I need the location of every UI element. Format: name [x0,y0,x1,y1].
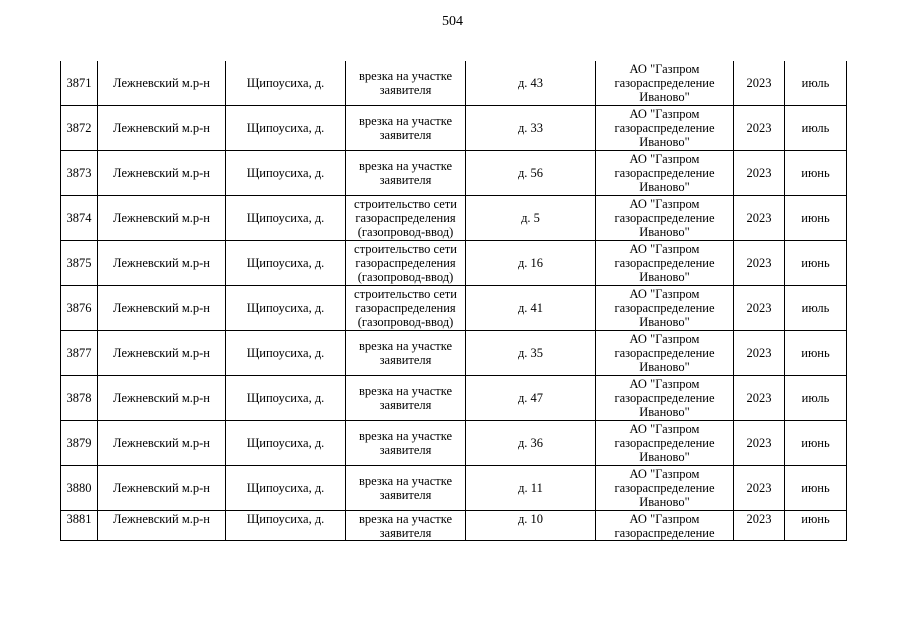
work-type-cell-text: врезка на участке заявителя [358,159,453,187]
organization-cell-text: АО "Газпром газораспределение Иваново" [614,152,715,194]
year-cell [734,151,785,196]
work-type-cell-text: строительство сети газораспределения (газопровод-ввод) [354,242,457,284]
month-cell [785,376,847,421]
month-cell-text: июнь [801,512,830,526]
work-type-cell [346,466,466,511]
year-cell [734,286,785,331]
row-number-cell-text: 3878 [66,391,92,405]
organization-cell-text: АО "Газпром газораспределение Иваново" [614,242,715,284]
work-type-cell [346,331,466,376]
year-cell [734,106,785,151]
organization-cell [596,376,734,421]
locality-cell [226,61,346,106]
work-type-cell-text: врезка на участке заявителя [358,474,453,502]
row-number-cell [61,61,98,106]
organization-cell [596,151,734,196]
work-type-cell-text: строительство сети газораспределения (газопровод-ввод) [354,197,457,239]
organization-cell-text: АО "Газпром газораспределение Иваново" [614,377,715,419]
organization-cell [596,331,734,376]
address-cell [466,196,596,241]
locality-cell [226,196,346,241]
row-number-cell [61,196,98,241]
address-cell [466,286,596,331]
year-cell-text: 2023 [746,512,772,526]
row-number-cell-text: 3879 [66,436,92,450]
organization-cell [596,241,734,286]
organization-cell-text: АО "Газпром газораспределение Иваново" [614,467,715,509]
address-cell-text: д. 16 [517,256,544,270]
month-cell-text: июнь [801,256,830,270]
work-type-cell-text: врезка на участке заявителя [358,114,453,142]
month-cell-text: июнь [801,436,830,450]
row-number-cell [61,286,98,331]
locality-cell [226,421,346,466]
district-cell [98,511,226,541]
row-number-cell [61,376,98,421]
district-cell-text: Лежневский м.р-н [113,76,210,90]
district-cell [98,421,226,466]
district-cell-text: Лежневский м.р-н [113,512,210,526]
table-body [61,61,847,541]
year-cell-text: 2023 [746,391,772,405]
address-cell [466,106,596,151]
locality-cell-text: Щипоусиха, д. [246,436,325,450]
month-cell-text: июнь [801,346,830,360]
district-cell-text: Лежневский м.р-н [113,211,210,225]
month-cell-text: июль [801,391,830,405]
locality-cell [226,241,346,286]
address-cell [466,241,596,286]
organization-cell-text: АО "Газпром газораспределение Иваново" [614,422,715,464]
organization-cell-text: АО "Газпром газораспределение Иваново" [614,332,715,374]
work-type-cell [346,106,466,151]
locality-cell-text: Щипоусиха, д. [246,301,325,315]
work-type-cell [346,151,466,196]
district-cell-text: Лежневский м.р-н [113,481,210,495]
district-cell [98,241,226,286]
address-cell [466,421,596,466]
district-cell-text: Лежневский м.р-н [113,166,210,180]
row-number-cell [61,421,98,466]
locality-cell [226,511,346,541]
locality-cell-text: Щипоусиха, д. [246,76,325,90]
organization-cell [596,286,734,331]
month-cell [785,286,847,331]
address-cell-text: д. 43 [517,76,544,90]
locality-cell [226,466,346,511]
month-cell-text: июнь [801,211,830,225]
row-number-cell [61,331,98,376]
month-cell [785,61,847,106]
row-number-cell [61,151,98,196]
organization-cell-text: АО "Газпром газораспределение Иваново" [614,197,715,239]
year-cell-text: 2023 [746,211,772,225]
organization-cell [596,196,734,241]
row-number-cell [61,466,98,511]
month-cell [785,466,847,511]
locality-cell-text: Щипоусиха, д. [246,256,325,270]
year-cell-text: 2023 [746,436,772,450]
organization-cell-text: АО "Газпром газораспределение Иваново" [614,62,715,104]
district-cell-text: Лежневский м.р-н [113,391,210,405]
district-cell [98,331,226,376]
locality-cell-text: Щипоусиха, д. [246,391,325,405]
locality-cell-text: Щипоусиха, д. [246,166,325,180]
year-cell-text: 2023 [746,121,772,135]
table-row [61,421,847,466]
work-type-cell-text: врезка на участке заявителя [358,384,453,412]
organization-cell [596,511,734,541]
address-cell [466,151,596,196]
work-type-cell-text: врезка на участке заявителя [358,69,453,97]
locality-cell [226,376,346,421]
locality-cell-text: Щипоусиха, д. [246,211,325,225]
table-row [61,511,847,541]
locality-cell [226,151,346,196]
row-number-cell-text: 3881 [66,512,92,526]
year-cell-text: 2023 [746,76,772,90]
district-cell-text: Лежневский м.р-н [113,436,210,450]
row-number-cell-text: 3876 [66,301,92,315]
page-number: 504 [442,14,463,29]
district-cell-text: Лежневский м.р-н [113,301,210,315]
address-cell [466,331,596,376]
table-row [61,331,847,376]
district-cell [98,106,226,151]
row-number-cell [61,241,98,286]
row-number-cell-text: 3875 [66,256,92,270]
year-cell [734,421,785,466]
row-number-cell-text: 3871 [66,76,92,90]
month-cell [785,196,847,241]
work-type-cell-text: врезка на участке заявителя [358,512,453,540]
year-cell [734,196,785,241]
work-type-cell-text: врезка на участке заявителя [358,429,453,457]
locality-cell-text: Щипоусиха, д. [246,346,325,360]
district-cell [98,196,226,241]
organization-cell [596,421,734,466]
address-cell-text: д. 5 [521,211,540,225]
district-cell [98,376,226,421]
address-cell-text: д. 10 [517,512,544,526]
month-cell [785,241,847,286]
table-row [61,106,847,151]
month-cell-text: июль [801,121,830,135]
work-type-cell [346,511,466,541]
year-cell-text: 2023 [746,481,772,495]
year-cell-text: 2023 [746,301,772,315]
locality-cell [226,331,346,376]
year-cell [734,511,785,541]
district-cell [98,61,226,106]
locality-cell [226,106,346,151]
year-cell-text: 2023 [746,166,772,180]
row-number-cell-text: 3880 [66,481,92,495]
table-row [61,61,847,106]
month-cell [785,106,847,151]
organization-cell-text: АО "Газпром газораспределение Иваново" [614,107,715,149]
address-cell-text: д. 56 [517,166,544,180]
district-cell [98,286,226,331]
work-type-cell [346,241,466,286]
district-cell-text: Лежневский м.р-н [113,256,210,270]
district-cell-text: Лежневский м.р-н [113,121,210,135]
locality-cell-text: Щипоусиха, д. [246,121,325,135]
address-cell-text: д. 33 [517,121,544,135]
address-cell [466,466,596,511]
address-cell-text: д. 36 [517,436,544,450]
locality-cell-text: Щипоусиха, д. [246,512,325,526]
address-cell [466,61,596,106]
year-cell [734,466,785,511]
table-row [61,151,847,196]
address-cell [466,511,596,541]
table-row [61,286,847,331]
month-cell [785,511,847,541]
year-cell [734,376,785,421]
address-cell-text: д. 47 [517,391,544,405]
month-cell-text: июнь [801,166,830,180]
work-type-cell [346,286,466,331]
table-row [61,241,847,286]
address-cell [466,376,596,421]
month-cell-text: июль [801,76,830,90]
locality-cell-text: Щипоусиха, д. [246,481,325,495]
row-number-cell-text: 3873 [66,166,92,180]
work-type-cell-text: строительство сети газораспределения (газопровод-ввод) [354,287,457,329]
work-type-cell [346,421,466,466]
organization-cell-text: АО "Газпром газораспределение Иваново" [614,287,715,329]
year-cell [734,61,785,106]
row-number-cell-text: 3874 [66,211,92,225]
month-cell [785,421,847,466]
year-cell-text: 2023 [746,256,772,270]
address-cell-text: д. 35 [517,346,544,360]
address-cell-text: д. 11 [518,481,543,495]
district-cell-text: Лежневский м.р-н [113,346,210,360]
year-cell [734,331,785,376]
table-row [61,376,847,421]
organization-cell-text: АО "Газпром газораспределение [614,512,715,540]
organization-cell [596,61,734,106]
district-cell [98,151,226,196]
row-number-cell-text: 3872 [66,121,92,135]
row-number-cell-text: 3877 [66,346,92,360]
address-cell-text: д. 41 [517,301,544,315]
row-number-cell [61,511,98,541]
month-cell [785,151,847,196]
table-row [61,196,847,241]
month-cell-text: июль [801,301,830,315]
data-table [60,61,847,541]
district-cell [98,466,226,511]
organization-cell [596,106,734,151]
year-cell [734,241,785,286]
row-number-cell [61,106,98,151]
organization-cell [596,466,734,511]
locality-cell [226,286,346,331]
month-cell [785,331,847,376]
work-type-cell [346,376,466,421]
work-type-cell-text: врезка на участке заявителя [358,339,453,367]
work-type-cell [346,61,466,106]
year-cell-text: 2023 [746,346,772,360]
month-cell-text: июнь [801,481,830,495]
table-row [61,466,847,511]
work-type-cell [346,196,466,241]
